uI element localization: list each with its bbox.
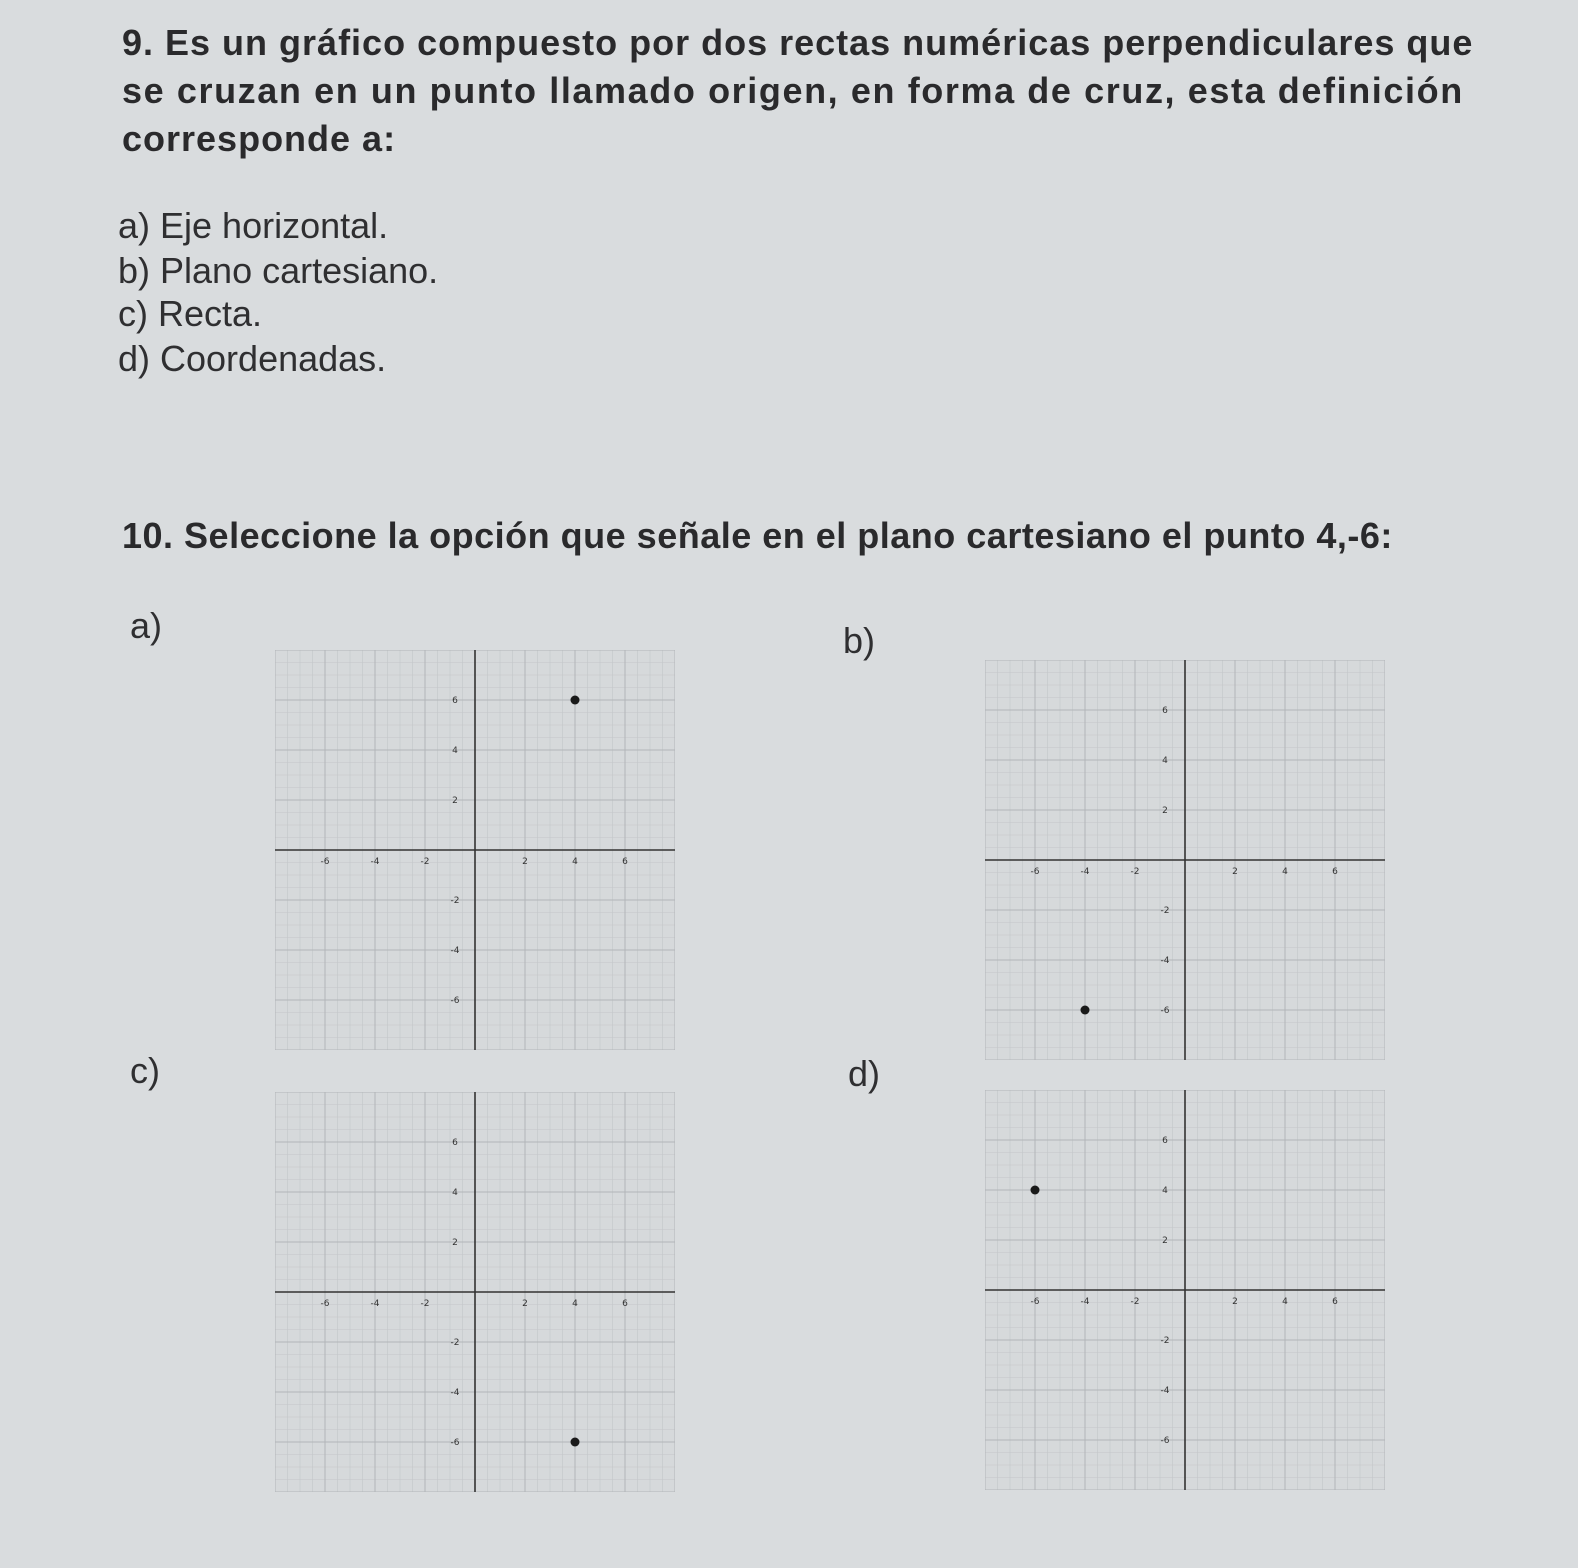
question-9-option-c: c) Recta. (118, 293, 263, 334)
y-tick-label: -2 (450, 1338, 460, 1348)
y-tick-label: -2 (450, 896, 460, 906)
cartesian-plane-b (985, 660, 1385, 1060)
y-tick-label: 2 (1162, 806, 1168, 816)
x-tick-label: 6 (1332, 867, 1338, 877)
y-tick-label: 6 (1162, 706, 1168, 716)
y-tick-label: -6 (450, 996, 460, 1006)
x-tick-label: -2 (1130, 867, 1140, 877)
question-9-option-b: b) Plano cartesiano. (118, 250, 439, 291)
x-tick-label: -4 (370, 1299, 380, 1309)
y-tick-label: 4 (452, 746, 458, 756)
plotted-point (1081, 1006, 1090, 1015)
y-tick-label: 6 (1162, 1136, 1168, 1146)
y-tick-label: 2 (1162, 1236, 1168, 1246)
cartesian-plane-c (275, 1092, 675, 1492)
y-tick-label: 4 (452, 1188, 458, 1198)
question-9-option-d: d) Coordenadas. (118, 338, 387, 379)
question-9-option-a: a) Eje horizontal. (118, 205, 389, 246)
graph-label-d: d) (848, 1053, 881, 1094)
y-tick-label: 2 (452, 1238, 458, 1248)
x-tick-label: 2 (1232, 1297, 1238, 1307)
y-tick-label: -4 (1160, 1386, 1170, 1396)
y-tick-label: 2 (452, 796, 458, 806)
question-9-text-line-3: corresponde a: (122, 118, 397, 159)
plane-svg (985, 660, 1385, 1060)
plotted-point (1031, 1186, 1040, 1195)
y-tick-label: -2 (1160, 906, 1170, 916)
plane-svg (275, 650, 675, 1050)
plotted-point (571, 1438, 580, 1447)
plotted-point (571, 696, 580, 705)
x-tick-label: 4 (572, 857, 578, 867)
x-tick-label: 6 (1332, 1297, 1338, 1307)
graph-label-b: b) (843, 620, 876, 661)
question-9-text-line-2: se cruzan en un punto llamado origen, en forma de cruz, esta definición (122, 70, 1464, 111)
y-tick-label: 4 (1162, 1186, 1168, 1196)
graph-label-c: c) (130, 1050, 160, 1091)
cartesian-plane-d (985, 1090, 1385, 1490)
x-tick-label: -4 (1080, 867, 1090, 877)
x-tick-label: -2 (420, 1299, 430, 1309)
x-tick-label: -6 (320, 857, 330, 867)
x-tick-label: -6 (1030, 1297, 1040, 1307)
plane-svg (985, 1090, 1385, 1490)
question-9-text-line-1: 9. Es un gráfico compuesto por dos rectas numéricas perpendiculares que (122, 22, 1474, 63)
x-tick-label: -6 (320, 1299, 330, 1309)
y-tick-label: 4 (1162, 756, 1168, 766)
x-tick-label: -6 (1030, 867, 1040, 877)
x-tick-label: 2 (522, 1299, 528, 1309)
plane-svg (275, 1092, 675, 1492)
x-tick-label: 6 (622, 857, 628, 867)
x-tick-label: -4 (1080, 1297, 1090, 1307)
x-tick-label: -4 (370, 857, 380, 867)
y-tick-label: 6 (452, 696, 458, 706)
y-tick-label: 6 (452, 1138, 458, 1148)
graph-label-a: a) (130, 605, 163, 646)
question-10-title: 10. Seleccione la opción que señale en el plano cartesiano el punto 4,-6: (122, 515, 1393, 556)
y-tick-label: -4 (1160, 956, 1170, 966)
y-tick-label: -6 (1160, 1006, 1170, 1016)
x-tick-label: 4 (572, 1299, 578, 1309)
y-tick-label: -6 (1160, 1436, 1170, 1446)
cartesian-plane-a (275, 650, 675, 1050)
x-tick-label: -2 (1130, 1297, 1140, 1307)
x-tick-label: 4 (1282, 867, 1288, 877)
x-tick-label: 4 (1282, 1297, 1288, 1307)
y-tick-label: -2 (1160, 1336, 1170, 1346)
x-tick-label: -2 (420, 857, 430, 867)
x-tick-label: 6 (622, 1299, 628, 1309)
y-tick-label: -4 (450, 1388, 460, 1398)
x-tick-label: 2 (1232, 867, 1238, 877)
y-tick-label: -6 (450, 1438, 460, 1448)
x-tick-label: 2 (522, 857, 528, 867)
y-tick-label: -4 (450, 946, 460, 956)
